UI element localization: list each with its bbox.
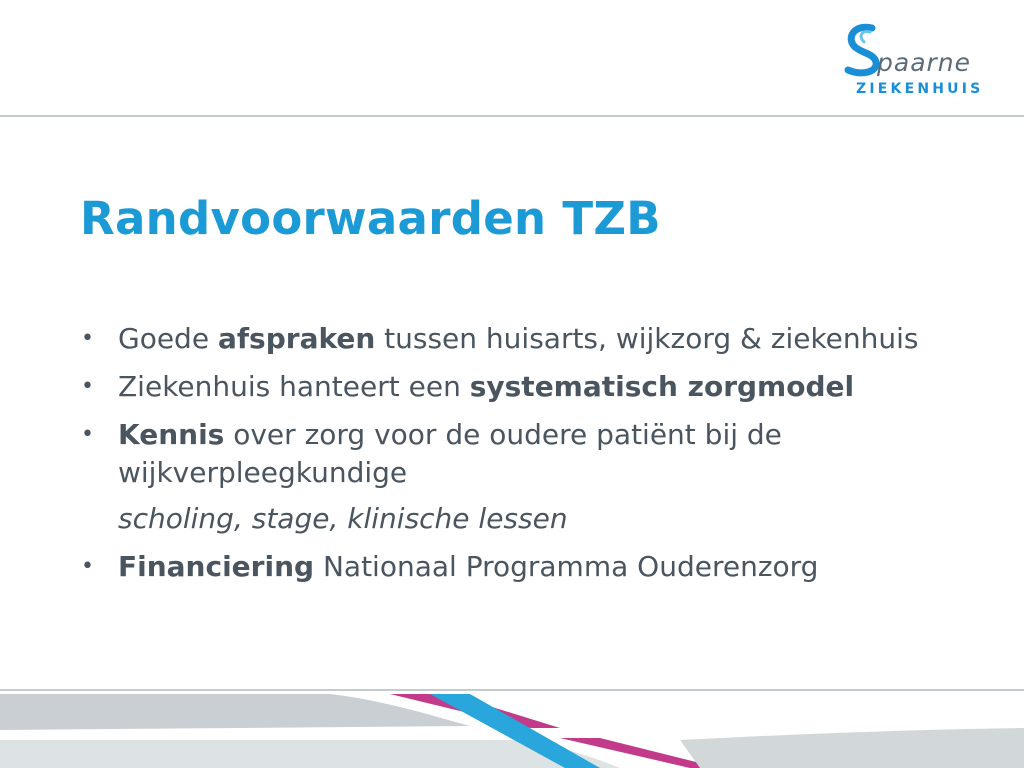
bullet-item [79, 368, 999, 406]
bullet-text-bold: systematisch zorgmodel [469, 370, 855, 403]
bullet-list [79, 320, 999, 596]
bullet-text-post: over zorg voor de oudere patiënt bij de wijkverpleegkundige [118, 418, 782, 489]
bullet-text-post: Nationaal Programma Ouderenzorg [314, 550, 819, 583]
header-divider [0, 115, 1024, 117]
bullet-subline: scholing, stage, klinische lessen [118, 502, 568, 535]
logo-subtitle: ZIEKENHUIS [856, 81, 984, 97]
bullet-icon: • [81, 422, 94, 447]
bullet-item [79, 416, 999, 492]
bullet-icon: • [81, 326, 94, 351]
bullet-text-bold: Financiering [118, 550, 315, 583]
footer-swoosh-decoration [0, 680, 1024, 768]
bullet-text-pre: Goede [118, 322, 218, 355]
bullet-icon: • [81, 554, 94, 579]
bullet-text-bold: afspraken [217, 322, 376, 355]
swoosh-gray-right [680, 728, 1024, 768]
bullet-text-pre: Ziekenhuis hanteert een [118, 370, 470, 403]
bullet-text-bold: Kennis [118, 418, 225, 451]
bullet-item [79, 548, 999, 586]
bullet-icon: • [81, 374, 94, 399]
spaarne-logo [840, 22, 990, 102]
bullet-item [79, 320, 999, 358]
swoosh-gray-left [0, 694, 470, 730]
logo-wordmark: paarne [877, 48, 972, 77]
bullet-text-post: tussen huisarts, wijkzorg & ziekenhuis [375, 322, 919, 355]
slide-title: Randvoorwaarden TZB [80, 192, 661, 245]
